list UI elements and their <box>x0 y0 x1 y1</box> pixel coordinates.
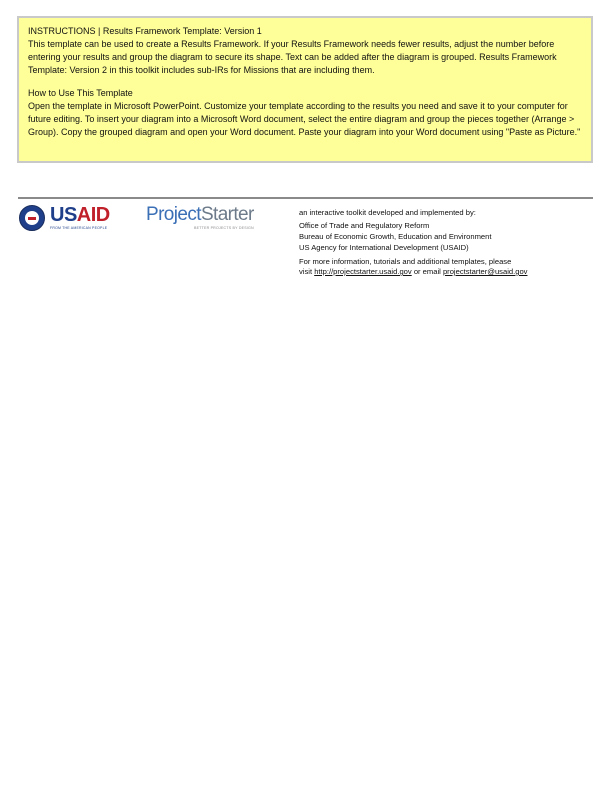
howto-text: Open the template in Microsoft PowerPoint. Customize your template according to the results you need and save it to your computer for future editing. To insert your diagram into a Microsoft Word document, select the entire diagram and group the pieces together (Arrange > Group). Copy the grouped diagram and open your Word document. Paste your diagram into your Word document using "Paste as Picture." <box>28 101 581 137</box>
credits-intro: an interactive toolkit developed and implemented by: <box>299 208 476 217</box>
or-email-text: or email <box>411 267 443 276</box>
website-link[interactable]: http://projectstarter.usaid.gov <box>314 267 412 276</box>
project-starter-tagline: BETTER PROJECTS BY DESIGN <box>194 226 254 230</box>
divider <box>18 197 593 199</box>
instructions-box <box>17 16 593 163</box>
credits-agency: US Agency for International Development (USAID) <box>299 243 469 252</box>
usaid-tagline: FROM THE AMERICAN PEOPLE <box>50 226 108 230</box>
credits-block <box>299 207 599 277</box>
more-info-line: For more information, tutorials and additional templates, please <box>299 257 512 266</box>
instructions-paragraph: This template can be used to create a Results Framework. If your Results Framework needs fewer results, adjust the number before entering your results and group the diagram to secure its shape. Text can be added after the diagram is grouped. Results Framework Template: Version 2 in this toolkit includes sub-IRs for Missions that are including them. <box>28 39 557 75</box>
usaid-logo <box>18 204 118 234</box>
credits-office: Office of Trade and Regulatory Reform <box>299 221 430 230</box>
project-starter-wordmark: ProjectStarter <box>146 204 254 225</box>
email-link[interactable]: projectstarter@usaid.gov <box>442 267 528 276</box>
visit-prefix: visit <box>299 267 315 276</box>
credits-more-info <box>299 257 599 277</box>
usaid-wordmark: USAID <box>50 204 110 226</box>
project-starter-logo <box>146 204 268 232</box>
credits-bureau: Bureau of Economic Growth, Education and Environment <box>299 232 492 241</box>
howto-heading: How to Use This Template <box>28 88 133 98</box>
usaid-seal-icon <box>19 205 45 231</box>
instructions-heading: INSTRUCTIONS | Results Framework Template: Version 1 <box>28 26 262 36</box>
